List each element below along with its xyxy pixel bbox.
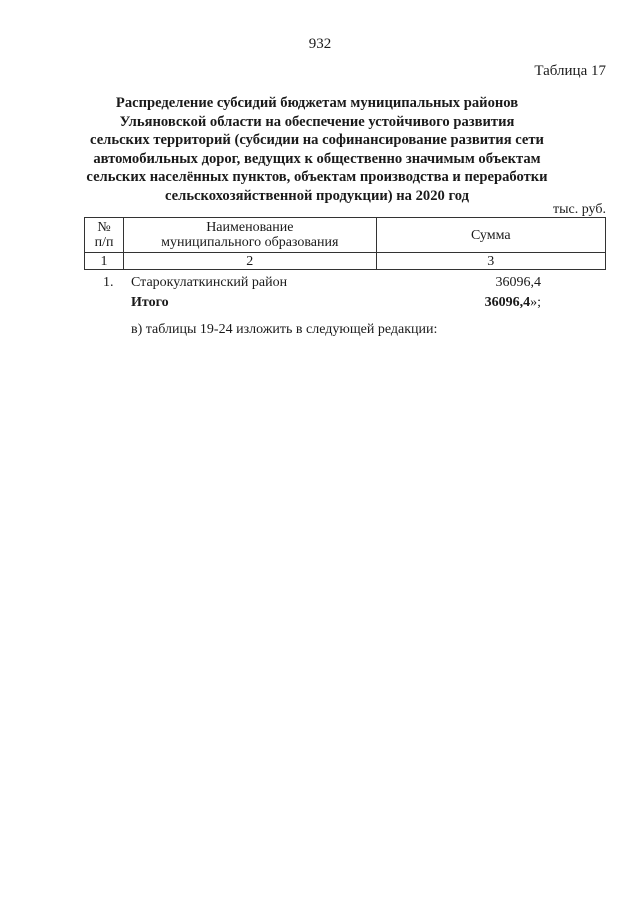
row-sum: 36096,4 (495, 275, 541, 290)
header-name-line2: муниципального образования (161, 235, 339, 250)
total-label: Итого (131, 295, 169, 310)
title-line: автомобильных дорог, ведущих к общественно значимым объектам (93, 150, 541, 167)
title-line: сельских населённых пунктов, объектам производства и переработки (86, 169, 548, 186)
title-line: Распределение субсидий бюджетам муниципальных районов (115, 95, 519, 111)
instruction-text: в) таблицы 19-24 изложить в следующей редакции: (131, 322, 438, 337)
title-line: сельских территорий (субсидии на софинансирование развития сети (90, 132, 544, 149)
header-number (85, 218, 124, 253)
header-name-line1: Наименование (206, 220, 294, 235)
column-index-row (85, 253, 606, 270)
column-index: 2 (124, 253, 376, 270)
title-line: сельскохозяйственной продукции) на 2020 год (165, 187, 469, 204)
subsidy-table (84, 217, 606, 270)
document-title (80, 94, 554, 206)
row-number: 1. (103, 275, 114, 290)
table-label: Таблица 17 (534, 63, 606, 79)
table-header-row (85, 218, 606, 253)
header-name (124, 218, 376, 253)
header-number-line2: п/п (94, 235, 114, 250)
header-number-line1: № (97, 220, 111, 235)
total-sum-group (485, 295, 541, 311)
title-line: Ульяновской области на обеспечение устойчивого развития (119, 113, 515, 130)
column-index: 3 (376, 253, 605, 270)
page-number: 932 (308, 36, 332, 52)
header-sum: Сумма (376, 218, 605, 253)
row-name: Старокулаткинский район (131, 275, 288, 290)
column-index: 1 (85, 253, 124, 270)
units-label: тыс. руб. (553, 202, 606, 217)
total-sum: 36096,4 (484, 295, 531, 310)
total-suffix: »; (530, 295, 541, 310)
